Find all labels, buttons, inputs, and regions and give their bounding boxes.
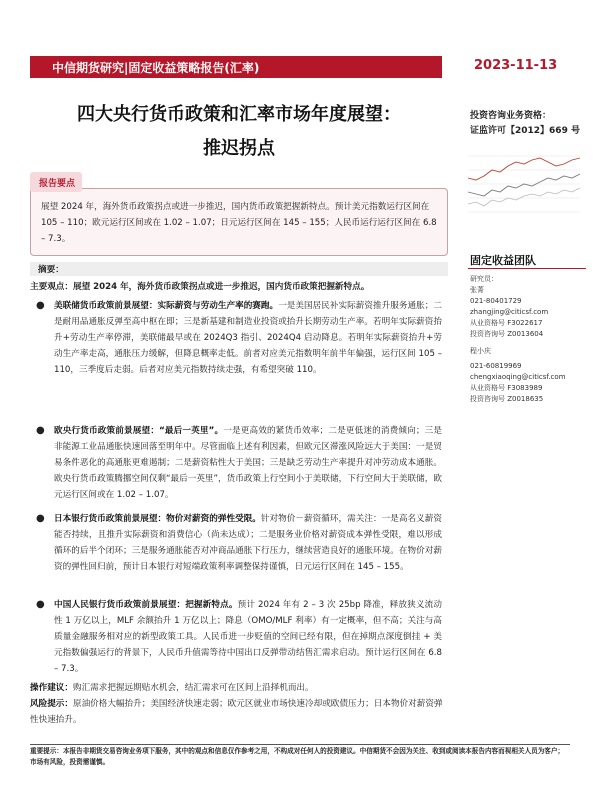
- report-title-line2: 推迟拐点: [203, 138, 275, 159]
- section-body: 针对物价－薪资循环，需关注：一是高名义薪资能否持续，且推升实际薪资和消费信心（尚未达成）；二是服务业价格对薪资成本弹性受限，难以形成循环的后半个闭环；三是服务通胀能否对冲商品通胀下行压力，继续营造良好的通胀环境。在物价对薪资的弹性回归前，预计日本银行对短端政策利率调整保持谨慎，日元运行区间在 145 – 155。: [54, 514, 442, 572]
- chart-series-light: [468, 188, 580, 206]
- main-view-prefix: 主要观点：: [30, 282, 73, 292]
- researcher-cert: 投资咨询号 Z0018635: [470, 395, 544, 403]
- operation-advice: [30, 680, 450, 696]
- researcher-card-2: [470, 346, 590, 405]
- section-body: 预计 2024 年有 2 – 3 次 25bp 降准，释放狭义流动性 1 万亿以上，MLF 余额抬升 1 万亿以上；降息（OMO/MLF 利率）有一定概率，但不高；关注与高质量金融服务相对应的新型政策工具。人民币进一步贬值的空间已经有限，但在掉期点深度倒挂 + 美元指数偏强运行的背景下，人民币升值需等待中国出口反弹带动结售汇需求启动。预计运行区间在 6.8 – 7.3。: [54, 600, 442, 674]
- qualification-line1: 投资咨询业务资格：: [470, 111, 552, 121]
- researcher-email[interactable]: chengxiaoqing@citicsf.com: [470, 373, 566, 381]
- bullet-icon: ●: [36, 300, 45, 311]
- operation-text: 购汇需求把握远期贴水机会，结汇需求可在区间上沿择机而出。: [72, 683, 314, 693]
- researcher-cert: 从业资格号 F3083989: [470, 384, 543, 392]
- team-title: 固定收益团队: [470, 254, 536, 267]
- decorative-line-chart: [464, 148, 582, 216]
- footer-disclaimer: 重要提示：本报告非期货交易咨询业务项下服务，其中的观点和信息仅作参考之用，不构成对任何人的投资建议。中信期货不会因为关注、收到或阅读本报告内容而视相关人员为客户；市场有风险，投资需谨慎。: [30, 747, 565, 766]
- abstract-bar: [30, 262, 448, 276]
- chart-series-gray: [468, 174, 580, 196]
- main-view-text: 展望 2024 年，海外货币政策拐点或进一步推迟，国内货币政策把握新特点。: [72, 282, 370, 292]
- report-title-line1: 四大央行货币政策和汇率市场年度展望：: [77, 104, 401, 125]
- header-bar: [30, 56, 442, 78]
- section-heading: 日本银行货币政策前景展望：物价对薪资的弹性受限。: [54, 514, 261, 524]
- risk-text: 原油价格大幅抬升；美国经济快速走弱；欧元区就业市场快速冷却或欧债压力；日本物价对薪资弹性快速抬升。: [30, 699, 443, 725]
- bullet-icon: ●: [36, 599, 45, 610]
- bullet-icon: ●: [36, 425, 45, 436]
- section-ecb: [54, 423, 442, 503]
- main-view: [30, 280, 450, 294]
- researcher-label: 研究员：: [470, 275, 498, 283]
- summary-tag-label: 报告要点: [39, 179, 76, 189]
- researcher-email[interactable]: zhangjing@citicsf.com: [470, 308, 549, 316]
- section-heading: 美联储货币政策前景展望：实际薪资与劳动生产率的赛跑。: [54, 301, 279, 311]
- section-body: 一是美国居民补实际薪资推升服务通胀；二是耐用品通胀反弹至高中枢在即；三是新基建和制造业投资或抬升长期劳动生产率。若明年实际薪资抬升+劳动生产率停滞，美联储最早或在 2024Q3 指引、2024Q4 启动降息。若明年实际薪资抬升+劳动生产率走高，通胀压力缓解，但降息概率走低。前者对应美元指数明年前半年偏强，运行区间 105 – 110，三季度后走弱。后者对应美元指数持续走强，有希望突破 110。: [54, 301, 442, 375]
- section-fed: [54, 298, 442, 378]
- researcher-cert: 投资咨询号 Z0013604: [470, 330, 544, 338]
- summary-box: [30, 188, 448, 256]
- researcher-name: 张菁: [470, 286, 484, 294]
- section-heading: 中国人民银行货币政策前景展望：把握新特点。: [54, 600, 238, 610]
- qualification-line2: 证监许可【2012】669 号: [470, 126, 580, 136]
- abstract-label: 摘要：: [38, 265, 64, 275]
- section-pboc: [54, 597, 442, 677]
- risk-warning: [30, 696, 450, 728]
- section-heading: 欧央行货币政策前景展望：“最后一英里”。: [54, 426, 224, 436]
- researcher-phone: 021-60819969: [470, 362, 522, 370]
- researcher-name: 程小庆: [470, 347, 491, 355]
- operation-label: 操作建议：: [30, 683, 73, 693]
- researcher-phone: 021-80401729: [470, 297, 522, 305]
- researcher-cert: 从业资格号 F3022617: [470, 319, 543, 327]
- team-divider: [468, 268, 586, 269]
- bullet-icon: ●: [36, 513, 45, 524]
- section-boj: [54, 511, 442, 575]
- section-body: 一是更高效的紧货币效率；二是更低迷的消费倾向；三是非能源工业品通胀快速回落至明年中。尽管面临上述有利因素，但欧元区滞涨风险远大于美国：一是贸易条件恶化的高通胀更难遏制；二是薪资粘性大于美国；三是缺乏劳动生产率提升对冲劳动成本通胀。欧央行货币政策腾挪空间仅剩“最后一英里”，货币政策上行空间小于美联储，下行空间大于美联储，欧元运行区间或在 1.02 – 1.07。: [54, 426, 442, 500]
- summary-tag: [30, 172, 82, 192]
- report-date: 2023-11-13: [474, 58, 558, 73]
- header-label: 中信期货研究|固定收益策略报告(汇率): [52, 61, 260, 75]
- risk-label: 风险提示：: [30, 699, 73, 709]
- summary-text: 展望 2024 年，海外货币政策拐点或进一步推迟，国内货币政策把握新特点。预计美元指数运行区间在 105 – 110；欧元运行区间或在 1.02 – 1.07；日元运行区间在 145 – 155；人民币运行运行区间在 6.8 – 7.3。: [41, 202, 437, 244]
- researcher-card-1: [470, 274, 590, 340]
- footer-divider: [30, 744, 570, 745]
